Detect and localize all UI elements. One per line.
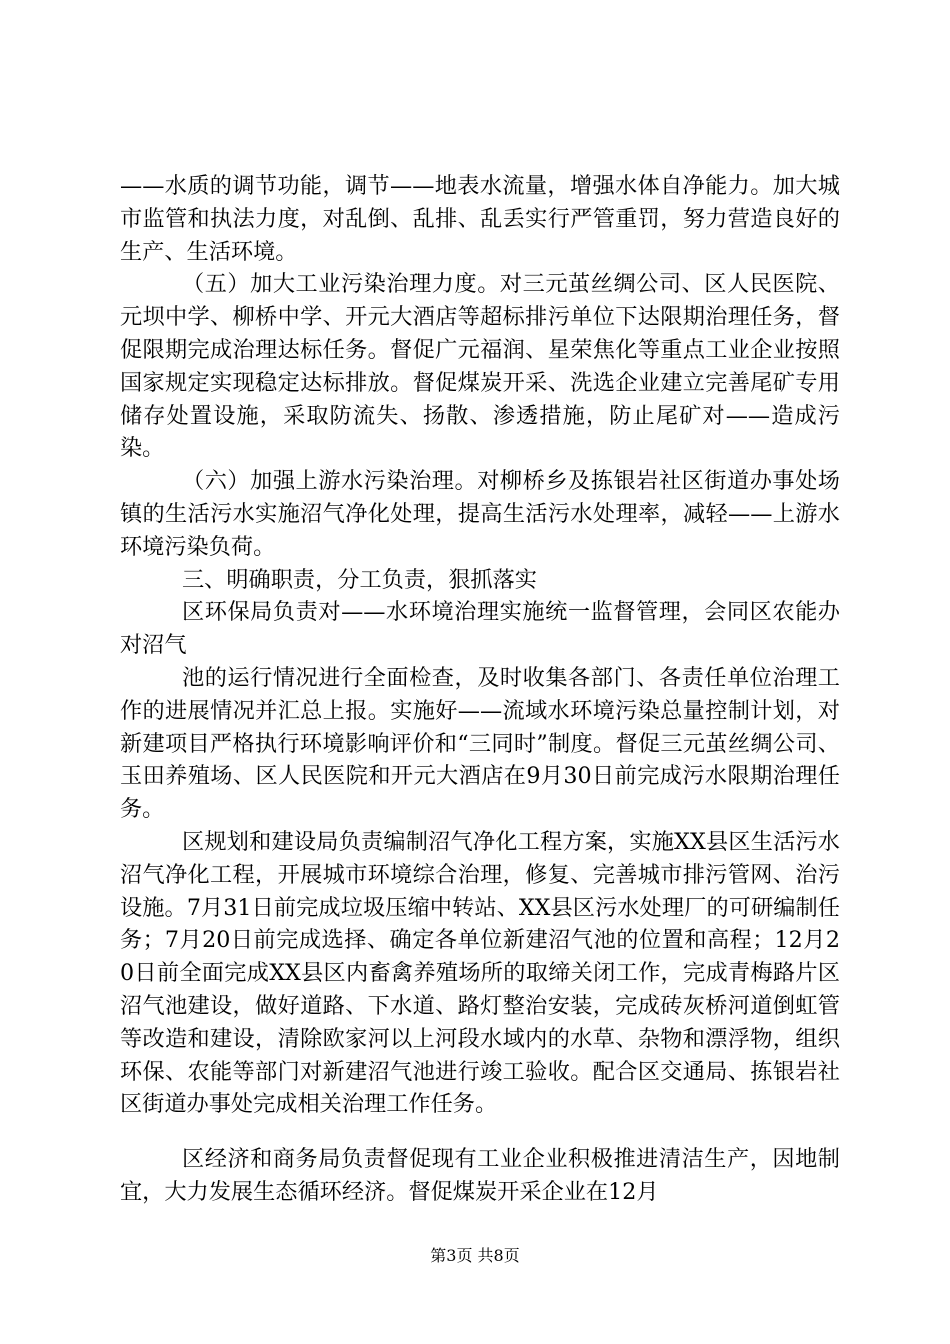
- paragraph-planning-bureau: 区规划和建设局负责编制沼气净化工程方案，实施XX县区生活污水沼气净化工程，开展城市环境综合治理，修复、完善城市排污管网、治污设施。7月31日前完成垃圾压缩中转站、XX县区污水处理厂的可研编制任务；7月20日前完成选择、确定各单位新建沼气池的位置和高程；12月20日前全面完成XX县区内畜禽养殖场所的取缔关闭工作，完成青梅路片区沼气池建设，做好道路、下水道、路灯整治安装，完成砖灰桥河道倒虹管等改造和建设，清除欧家河以上河段水域内的水草、杂物和漂浮物，组织环保、农能等部门对新建沼气池进行竣工验收。配合区交通局、拣银岩社区街道办事处完成相关治理工作任务。: [120, 828, 840, 1118]
- paragraph-economic-bureau: 区经济和商务局负责督促现有工业企业积极推进清洁生产，因地制宜，大力发展生态循环经济。督促煤炭开采企业在12月: [120, 1146, 840, 1205]
- document-body: [120, 170, 840, 1209]
- page-footer: [0, 1246, 950, 1266]
- paragraph-biogas-inspection: 池的运行情况进行全面检查，及时收集各部门、各责任单位治理工作的进展情况并汇总上报。实施好——流域水环境污染总量控制计划，对新建项目严格执行环境影响评价和“三同时”制度。督促三元茧丝绸公司、玉田养殖场、区人民医院和开元大酒店在9月30日前完成污水限期治理任务。: [120, 664, 840, 823]
- paragraph-upstream-pollution: （六）加强上游水污染治理。对柳桥乡及拣银岩社区街道办事处场镇的生活污水实施沼气净化处理，提高生活污水处理率，减轻——上游水环境污染负荷。: [120, 468, 840, 560]
- paragraph-industrial-pollution: （五）加大工业污染治理力度。对三元茧丝绸公司、区人民医院、元坝中学、柳桥中学、开元大酒店等超标排污单位下达限期治理任务，督促限期完成治理达标任务。督促广元福润、星荣焦化等重点工业企业按照国家规定实现稳定达标排放。督促煤炭开采、洗选企业建立完善尾矿专用储存处置设施，采取防流失、扬散、渗透措施，防止尾矿对——造成污染。: [120, 271, 840, 462]
- page-number: 第3页 共8页: [430, 1246, 520, 1265]
- paragraph-env-bureau: 区环保局负责对——水环境治理实施统一监督管理，会同区农能办对沼气: [120, 599, 840, 659]
- section-heading-responsibilities: 三、明确职责，分工负责，狠抓落实: [182, 566, 537, 593]
- paragraph-water-quality: ——水质的调节功能，调节——地表水流量，增强水体自净能力。加大城市监管和执法力度，对乱倒、乱排、乱丢实行严管重罚，努力营造良好的生产、生活环境。: [120, 173, 840, 265]
